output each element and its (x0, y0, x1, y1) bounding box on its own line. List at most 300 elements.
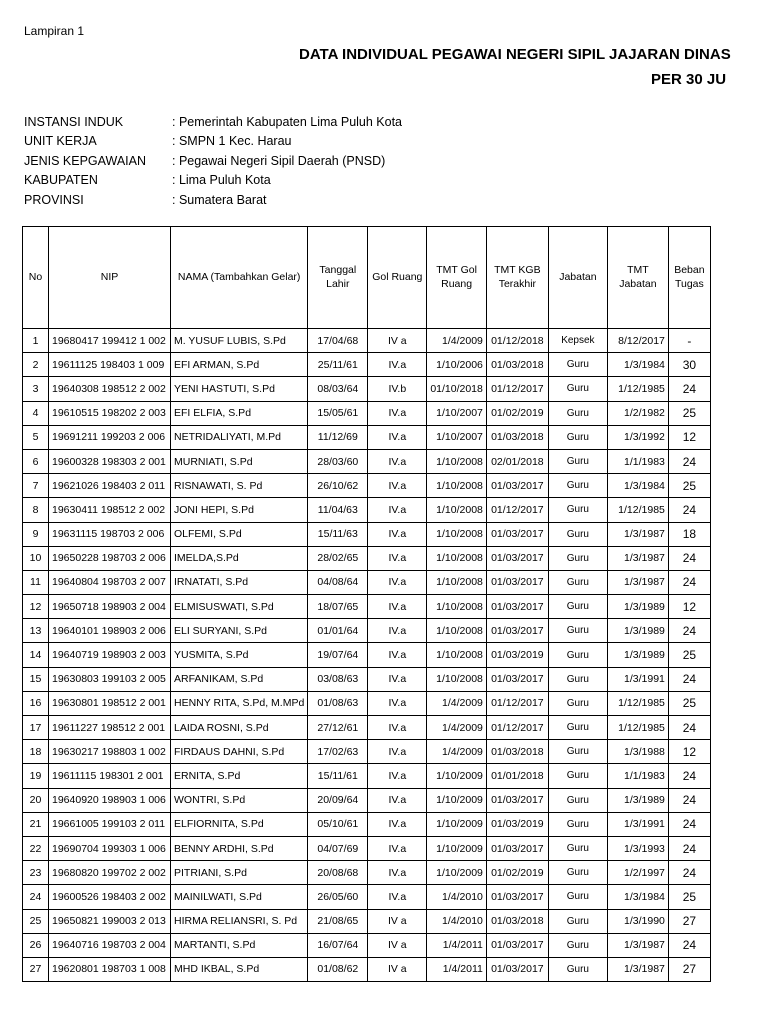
cell-nama: PITRIANI, S.Pd (171, 861, 308, 885)
cell-tmt-jabatan: 1/3/1992 (607, 425, 668, 449)
cell-tmt-gol-ruang: 1/10/2009 (427, 861, 487, 885)
cell-tanggal-lahir: 18/07/65 (308, 595, 368, 619)
table-row (23, 716, 711, 740)
table-row (23, 595, 711, 619)
cell-tanggal-lahir: 20/09/64 (308, 788, 368, 812)
cell-tmt-gol-ruang: 1/4/2009 (427, 691, 487, 715)
cell-tanggal-lahir: 17/02/63 (308, 740, 368, 764)
cell-jabatan: Guru (548, 474, 607, 498)
cell-no: 22 (23, 836, 49, 860)
cell-nip: 19680820 199702 2 002 (49, 861, 171, 885)
cell-tanggal-lahir: 01/01/64 (308, 619, 368, 643)
cell-gol-ruang: IV.a (368, 691, 427, 715)
cell-nama: ELFIORNITA, S.Pd (171, 812, 308, 836)
cell-no: 2 (23, 353, 49, 377)
cell-jabatan: Guru (548, 885, 607, 909)
cell-no: 11 (23, 570, 49, 594)
cell-tmt-kgb: 01/01/2018 (486, 764, 548, 788)
info-value: : Sumatera Barat (172, 192, 267, 207)
cell-tmt-kgb: 01/03/2018 (486, 425, 548, 449)
cell-tmt-jabatan: 1/3/1987 (607, 522, 668, 546)
cell-beban-tugas: 24 (668, 498, 710, 522)
cell-jabatan: Guru (548, 764, 607, 788)
info-value: : Pemerintah Kabupaten Lima Puluh Kota (172, 114, 403, 129)
cell-nip: 19640920 198903 1 006 (49, 788, 171, 812)
table-header-row (23, 227, 711, 329)
cell-tmt-kgb: 01/03/2017 (486, 957, 548, 981)
cell-tmt-gol-ruang: 1/10/2008 (427, 643, 487, 667)
cell-nip: 19650718 198903 2 004 (49, 595, 171, 619)
cell-no: 18 (23, 740, 49, 764)
cell-jabatan: Guru (548, 522, 607, 546)
table-row (23, 836, 711, 860)
cell-no: 5 (23, 425, 49, 449)
cell-gol-ruang: IV.a (368, 836, 427, 860)
cell-tmt-gol-ruang: 1/10/2008 (427, 619, 487, 643)
table-row (23, 353, 711, 377)
info-label: KABUPATEN (24, 173, 98, 188)
cell-beban-tugas: 24 (668, 788, 710, 812)
cell-tmt-gol-ruang: 1/10/2009 (427, 812, 487, 836)
cell-beban-tugas: 24 (668, 836, 710, 860)
cell-no: 4 (23, 401, 49, 425)
cell-tmt-gol-ruang: 1/4/2011 (427, 933, 487, 957)
cell-nama: HIRMA RELIANSRI, S. Pd (171, 909, 308, 933)
info-value: : Pegawai Negeri Sipil Daerah (PNSD) (172, 153, 386, 168)
cell-gol-ruang: IV.a (368, 353, 427, 377)
cell-tanggal-lahir: 17/04/68 (308, 329, 368, 353)
cell-tmt-kgb: 01/02/2019 (486, 861, 548, 885)
table-row (23, 619, 711, 643)
cell-nama: EFI ARMAN, S.Pd (171, 353, 308, 377)
cell-tanggal-lahir: 20/08/68 (308, 861, 368, 885)
cell-beban-tugas: 25 (668, 691, 710, 715)
cell-tmt-gol-ruang: 1/10/2008 (427, 474, 487, 498)
table-row (23, 498, 711, 522)
cell-beban-tugas: 24 (668, 933, 710, 957)
document-subtitle: PER 30 JU (651, 71, 727, 88)
cell-jabatan: Guru (548, 909, 607, 933)
cell-no: 26 (23, 933, 49, 957)
cell-tmt-kgb: 01/03/2017 (486, 667, 548, 691)
table-row (23, 933, 711, 957)
cell-nip: 19621026 198403 2 011 (49, 474, 171, 498)
cell-jabatan: Guru (548, 425, 607, 449)
table-row (23, 377, 711, 401)
header-no: No (23, 227, 49, 329)
cell-tmt-jabatan: 1/3/1989 (607, 788, 668, 812)
cell-tmt-kgb: 01/03/2018 (486, 909, 548, 933)
cell-tmt-kgb: 01/03/2019 (486, 812, 548, 836)
cell-tmt-kgb: 01/03/2017 (486, 788, 548, 812)
cell-tmt-gol-ruang: 1/4/2009 (427, 716, 487, 740)
cell-tmt-gol-ruang: 1/10/2008 (427, 570, 487, 594)
document-title: DATA INDIVIDUAL PEGAWAI NEGERI SIPIL JAJARAN DINAS (299, 46, 731, 63)
cell-nama: BENNY ARDHI, S.Pd (171, 836, 308, 860)
cell-tmt-kgb: 01/03/2017 (486, 885, 548, 909)
table-row (23, 861, 711, 885)
cell-tmt-jabatan: 1/3/1991 (607, 812, 668, 836)
page-edge (741, 0, 768, 1024)
cell-tanggal-lahir: 11/04/63 (308, 498, 368, 522)
cell-no: 20 (23, 788, 49, 812)
cell-no: 25 (23, 909, 49, 933)
cell-beban-tugas: 12 (668, 425, 710, 449)
cell-nama: ERNITA, S.Pd (171, 764, 308, 788)
cell-beban-tugas: 18 (668, 522, 710, 546)
cell-tmt-jabatan: 1/12/1985 (607, 691, 668, 715)
table-row (23, 764, 711, 788)
cell-jabatan: Guru (548, 595, 607, 619)
table-row (23, 643, 711, 667)
header-tanggal-lahir: Tanggal Lahir (308, 227, 368, 329)
cell-tmt-kgb: 01/03/2018 (486, 353, 548, 377)
cell-no: 15 (23, 667, 49, 691)
cell-tmt-jabatan: 1/12/1985 (607, 498, 668, 522)
cell-beban-tugas: 25 (668, 885, 710, 909)
table-row (23, 449, 711, 473)
cell-nama: IMELDA,S.Pd (171, 546, 308, 570)
cell-no: 21 (23, 812, 49, 836)
cell-nama: EFI ELFIA, S.Pd (171, 401, 308, 425)
cell-nip: 19640308 198512 2 002 (49, 377, 171, 401)
table-row (23, 570, 711, 594)
cell-nama: RISNAWATI, S. Pd (171, 474, 308, 498)
table-row (23, 812, 711, 836)
table-row (23, 546, 711, 570)
cell-jabatan: Guru (548, 498, 607, 522)
cell-tmt-jabatan: 1/2/1997 (607, 861, 668, 885)
cell-tmt-kgb: 01/03/2019 (486, 643, 548, 667)
cell-nama: FIRDAUS DAHNI, S.Pd (171, 740, 308, 764)
cell-tmt-kgb: 01/02/2019 (486, 401, 548, 425)
cell-no: 7 (23, 474, 49, 498)
cell-beban-tugas: 25 (668, 401, 710, 425)
cell-tmt-kgb: 01/03/2017 (486, 522, 548, 546)
cell-tmt-jabatan: 8/12/2017 (607, 329, 668, 353)
cell-beban-tugas: 24 (668, 619, 710, 643)
cell-gol-ruang: IV.a (368, 788, 427, 812)
cell-tmt-kgb: 01/03/2017 (486, 595, 548, 619)
cell-tmt-jabatan: 1/3/1989 (607, 595, 668, 619)
cell-tmt-jabatan: 1/1/1983 (607, 449, 668, 473)
cell-tanggal-lahir: 26/05/60 (308, 885, 368, 909)
cell-nama: YUSMITA, S.Pd (171, 643, 308, 667)
cell-gol-ruang: IV a (368, 909, 427, 933)
cell-tmt-gol-ruang: 1/10/2008 (427, 498, 487, 522)
info-row-unit-kerja (24, 132, 402, 152)
table-row (23, 425, 711, 449)
info-value: : SMPN 1 Kec. Harau (172, 134, 292, 149)
cell-nip: 19631115 198703 2 006 (49, 522, 171, 546)
cell-no: 9 (23, 522, 49, 546)
cell-no: 17 (23, 716, 49, 740)
cell-nama: YENI HASTUTI, S.Pd (171, 377, 308, 401)
cell-tmt-kgb: 01/12/2017 (486, 716, 548, 740)
cell-tmt-jabatan: 1/1/1983 (607, 764, 668, 788)
cell-tanggal-lahir: 08/03/64 (308, 377, 368, 401)
cell-tmt-gol-ruang: 1/10/2008 (427, 595, 487, 619)
table-row (23, 522, 711, 546)
cell-beban-tugas: 25 (668, 474, 710, 498)
cell-tmt-kgb: 01/12/2017 (486, 498, 548, 522)
cell-tmt-jabatan: 1/3/1989 (607, 619, 668, 643)
cell-no: 19 (23, 764, 49, 788)
cell-tmt-gol-ruang: 1/10/2008 (427, 449, 487, 473)
cell-beban-tugas: 12 (668, 595, 710, 619)
cell-tmt-kgb: 01/03/2017 (486, 546, 548, 570)
cell-gol-ruang: IV.a (368, 812, 427, 836)
cell-tanggal-lahir: 04/08/64 (308, 570, 368, 594)
cell-jabatan: Guru (548, 716, 607, 740)
cell-tmt-jabatan: 1/12/1985 (607, 716, 668, 740)
cell-jabatan: Guru (548, 619, 607, 643)
cell-nip: 19680417 199412 1 002 (49, 329, 171, 353)
cell-jabatan: Guru (548, 788, 607, 812)
cell-gol-ruang: IV a (368, 329, 427, 353)
cell-tmt-jabatan: 1/3/1993 (607, 836, 668, 860)
cell-tmt-gol-ruang: 1/10/2006 (427, 353, 487, 377)
cell-jabatan: Guru (548, 377, 607, 401)
cell-tmt-jabatan: 1/3/1987 (607, 570, 668, 594)
cell-gol-ruang: IV.a (368, 401, 427, 425)
cell-tmt-jabatan: 1/3/1989 (607, 643, 668, 667)
cell-jabatan: Guru (548, 570, 607, 594)
cell-nip: 19650821 199003 2 013 (49, 909, 171, 933)
cell-nip: 19611115 198301 2 001 (49, 764, 171, 788)
cell-tanggal-lahir: 25/11/61 (308, 353, 368, 377)
cell-beban-tugas: 30 (668, 353, 710, 377)
header-nip: NIP (49, 227, 171, 329)
cell-tmt-gol-ruang: 1/4/2010 (427, 909, 487, 933)
cell-nip: 19620801 198703 1 008 (49, 957, 171, 981)
info-label: PROVINSI (24, 192, 84, 207)
header-gol-ruang: Gol Ruang (368, 227, 427, 329)
cell-tmt-jabatan: 1/3/1984 (607, 353, 668, 377)
info-row-provinsi (24, 190, 402, 210)
cell-nip: 19640101 198903 2 006 (49, 619, 171, 643)
cell-tmt-jabatan: 1/3/1987 (607, 933, 668, 957)
cell-tmt-jabatan: 1/3/1988 (607, 740, 668, 764)
cell-nip: 19630217 198803 1 002 (49, 740, 171, 764)
cell-tmt-kgb: 01/03/2017 (486, 474, 548, 498)
cell-jabatan: Guru (548, 740, 607, 764)
cell-nip: 19610515 198202 2 003 (49, 401, 171, 425)
cell-tanggal-lahir: 01/08/63 (308, 691, 368, 715)
cell-tmt-gol-ruang: 1/4/2009 (427, 329, 487, 353)
cell-no: 23 (23, 861, 49, 885)
cell-tmt-kgb: 01/12/2017 (486, 691, 548, 715)
cell-gol-ruang: IV a (368, 957, 427, 981)
cell-nama: M. YUSUF LUBIS, S.Pd (171, 329, 308, 353)
cell-gol-ruang: IV.a (368, 716, 427, 740)
info-label: JENIS KEPGAWAIAN (24, 153, 147, 168)
cell-no: 24 (23, 885, 49, 909)
cell-tmt-gol-ruang: 1/10/2009 (427, 764, 487, 788)
cell-gol-ruang: IV.a (368, 570, 427, 594)
cell-jabatan: Guru (548, 401, 607, 425)
cell-tmt-kgb: 01/03/2017 (486, 570, 548, 594)
cell-no: 1 (23, 329, 49, 353)
cell-jabatan: Guru (548, 812, 607, 836)
cell-tmt-gol-ruang: 1/10/2009 (427, 836, 487, 860)
cell-beban-tugas: 24 (668, 812, 710, 836)
cell-beban-tugas: 24 (668, 546, 710, 570)
cell-jabatan: Guru (548, 691, 607, 715)
cell-nama: NETRIDALIYATI, M.Pd (171, 425, 308, 449)
cell-tanggal-lahir: 15/11/63 (308, 522, 368, 546)
cell-nip: 19650228 198703 2 006 (49, 546, 171, 570)
cell-nama: MAINILWATI, S.Pd (171, 885, 308, 909)
cell-nip: 19640804 198703 2 007 (49, 570, 171, 594)
header-tmt-jabatan: TMT Jabatan (607, 227, 668, 329)
cell-tmt-gol-ruang: 1/10/2008 (427, 546, 487, 570)
cell-jabatan: Guru (548, 957, 607, 981)
cell-no: 6 (23, 449, 49, 473)
cell-tanggal-lahir: 16/07/64 (308, 933, 368, 957)
cell-no: 12 (23, 595, 49, 619)
cell-no: 10 (23, 546, 49, 570)
cell-tmt-jabatan: 1/3/1987 (607, 546, 668, 570)
cell-gol-ruang: IV.a (368, 667, 427, 691)
cell-tmt-gol-ruang: 1/4/2009 (427, 740, 487, 764)
cell-tmt-kgb: 01/12/2018 (486, 329, 548, 353)
cell-beban-tugas: 24 (668, 377, 710, 401)
cell-nip: 19600526 198403 2 002 (49, 885, 171, 909)
cell-tanggal-lahir: 04/07/69 (308, 836, 368, 860)
cell-tanggal-lahir: 01/08/62 (308, 957, 368, 981)
cell-no: 14 (23, 643, 49, 667)
cell-gol-ruang: IV.a (368, 885, 427, 909)
cell-tmt-kgb: 01/03/2017 (486, 933, 548, 957)
cell-nip: 19630801 198512 2 001 (49, 691, 171, 715)
cell-tmt-gol-ruang: 1/10/2007 (427, 401, 487, 425)
cell-tmt-gol-ruang: 1/10/2008 (427, 667, 487, 691)
cell-beban-tugas: 24 (668, 861, 710, 885)
cell-beban-tugas: 24 (668, 716, 710, 740)
cell-beban-tugas: - (668, 329, 710, 353)
cell-jabatan: Guru (548, 861, 607, 885)
cell-beban-tugas: 24 (668, 570, 710, 594)
cell-nama: ELMISUSWATI, S.Pd (171, 595, 308, 619)
cell-gol-ruang: IV.a (368, 522, 427, 546)
cell-gol-ruang: IV.a (368, 595, 427, 619)
cell-nip: 19691211 199203 2 006 (49, 425, 171, 449)
cell-tanggal-lahir: 28/02/65 (308, 546, 368, 570)
table-row (23, 909, 711, 933)
cell-gol-ruang: IV a (368, 933, 427, 957)
cell-tanggal-lahir: 27/12/61 (308, 716, 368, 740)
cell-beban-tugas: 27 (668, 909, 710, 933)
cell-tmt-kgb: 02/01/2018 (486, 449, 548, 473)
cell-gol-ruang: IV.a (368, 425, 427, 449)
table-row (23, 957, 711, 981)
cell-beban-tugas: 24 (668, 667, 710, 691)
cell-tmt-jabatan: 1/3/1987 (607, 957, 668, 981)
cell-no: 16 (23, 691, 49, 715)
cell-jabatan: Guru (548, 449, 607, 473)
cell-tanggal-lahir: 11/12/69 (308, 425, 368, 449)
cell-tmt-gol-ruang: 1/4/2011 (427, 957, 487, 981)
cell-no: 3 (23, 377, 49, 401)
cell-gol-ruang: IV.a (368, 546, 427, 570)
cell-nip: 19611125 198403 1 009 (49, 353, 171, 377)
cell-nip: 19600328 198303 2 001 (49, 449, 171, 473)
cell-tmt-gol-ruang: 1/10/2007 (427, 425, 487, 449)
cell-jabatan: Guru (548, 353, 607, 377)
cell-tmt-jabatan: 1/3/1984 (607, 885, 668, 909)
cell-gol-ruang: IV.a (368, 861, 427, 885)
table-row (23, 691, 711, 715)
table-row (23, 667, 711, 691)
cell-jabatan: Guru (548, 643, 607, 667)
cell-tanggal-lahir: 15/05/61 (308, 401, 368, 425)
cell-nama: WONTRI, S.Pd (171, 788, 308, 812)
cell-nama: MURNIATI, S.Pd (171, 449, 308, 473)
cell-tmt-kgb: 01/03/2017 (486, 836, 548, 860)
cell-nip: 19630411 198512 2 002 (49, 498, 171, 522)
table-row (23, 740, 711, 764)
cell-gol-ruang: IV.a (368, 740, 427, 764)
cell-beban-tugas: 24 (668, 449, 710, 473)
lampiran-label: Lampiran 1 (24, 24, 85, 38)
cell-gol-ruang: IV.a (368, 764, 427, 788)
info-label: UNIT KERJA (24, 134, 97, 149)
cell-nip: 19640719 198903 2 003 (49, 643, 171, 667)
info-row-jenis-kepegawaian (24, 151, 402, 171)
cell-tmt-jabatan: 1/3/1991 (607, 667, 668, 691)
cell-nama: MARTANTI, S.Pd (171, 933, 308, 957)
header-tmt-kgb: TMT KGB Terakhir (486, 227, 548, 329)
cell-tmt-jabatan: 1/3/1990 (607, 909, 668, 933)
cell-tanggal-lahir: 21/08/65 (308, 909, 368, 933)
cell-tanggal-lahir: 03/08/63 (308, 667, 368, 691)
cell-nip: 19630803 199103 2 005 (49, 667, 171, 691)
info-block (24, 112, 402, 210)
cell-jabatan: Guru (548, 933, 607, 957)
cell-jabatan: Guru (548, 546, 607, 570)
header-tmt-gol-ruang: TMT Gol Ruang (427, 227, 487, 329)
cell-tmt-gol-ruang: 01/10/2018 (427, 377, 487, 401)
cell-tanggal-lahir: 15/11/61 (308, 764, 368, 788)
cell-jabatan: Guru (548, 836, 607, 860)
header-nama: NAMA (Tambahkan Gelar) (171, 227, 308, 329)
info-value: : Lima Puluh Kota (172, 173, 271, 188)
cell-jabatan: Kepsek (548, 329, 607, 353)
cell-tanggal-lahir: 19/07/64 (308, 643, 368, 667)
cell-beban-tugas: 12 (668, 740, 710, 764)
cell-tanggal-lahir: 05/10/61 (308, 812, 368, 836)
table-row (23, 329, 711, 353)
cell-beban-tugas: 27 (668, 957, 710, 981)
cell-tmt-gol-ruang: 1/4/2010 (427, 885, 487, 909)
table-row (23, 788, 711, 812)
cell-nama: HENNY RITA, S.Pd, M.MPd (171, 691, 308, 715)
cell-nama: IRNATATI, S.Pd (171, 570, 308, 594)
cell-tanggal-lahir: 26/10/62 (308, 474, 368, 498)
cell-tmt-kgb: 01/03/2018 (486, 740, 548, 764)
cell-nip: 19661005 199103 2 011 (49, 812, 171, 836)
cell-nip: 19690704 199303 1 006 (49, 836, 171, 860)
cell-gol-ruang: IV.a (368, 643, 427, 667)
cell-no: 27 (23, 957, 49, 981)
cell-beban-tugas: 24 (668, 764, 710, 788)
cell-beban-tugas: 25 (668, 643, 710, 667)
info-row-kabupaten (24, 171, 402, 191)
cell-nama: LAIDA ROSNI, S.Pd (171, 716, 308, 740)
table-row (23, 885, 711, 909)
info-label: INSTANSI INDUK (24, 114, 124, 129)
